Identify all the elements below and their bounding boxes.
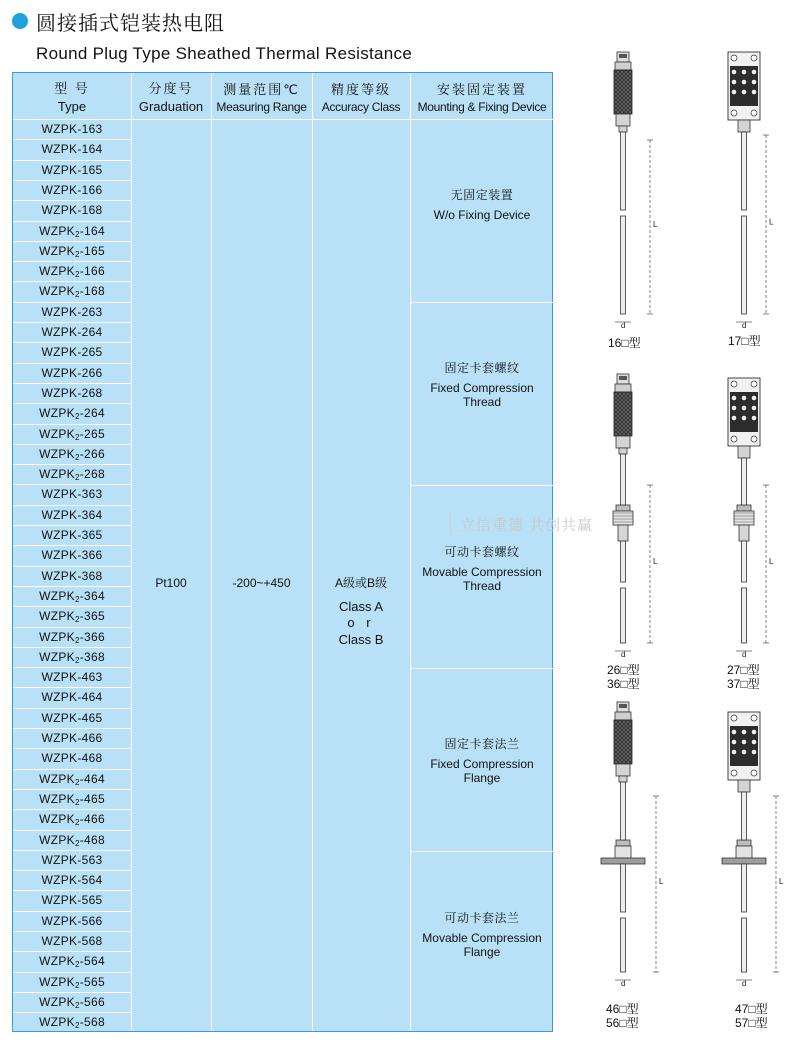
plug-neck xyxy=(616,764,630,776)
mount-1-en1: Fixed Compression xyxy=(430,380,534,395)
head-neck xyxy=(738,120,750,132)
plug-pins xyxy=(619,376,627,380)
model-row: WZPK-363 xyxy=(41,487,103,502)
model-row: $WZPK_2-565$ xyxy=(39,974,105,990)
terminal-screw-icon xyxy=(751,89,756,94)
sheath-tube xyxy=(742,541,747,582)
model-row: WZPK-265 xyxy=(41,345,103,360)
mount-hole-icon xyxy=(731,715,737,721)
col-type-en: Type xyxy=(57,99,87,114)
model-row: WZPK-164 xyxy=(41,142,103,157)
sheath-tube xyxy=(742,864,747,912)
model-row: $WZPK_2-465$ xyxy=(39,791,105,807)
plug-tip xyxy=(619,448,627,454)
sheath-tube xyxy=(742,792,747,840)
terminal-screw-icon xyxy=(751,405,756,410)
model-row: WZPK-566 xyxy=(41,913,103,928)
model-row: WZPK-568 xyxy=(41,934,103,948)
terminal-screw-icon xyxy=(751,69,756,74)
terminal-screw-icon xyxy=(731,415,736,420)
sheath-tube xyxy=(621,541,626,582)
mount-hole-icon xyxy=(731,55,737,61)
mount-2-en1: Movable Compression xyxy=(422,564,542,579)
length-label: L xyxy=(769,217,774,227)
model-row: WZPK-365 xyxy=(41,528,103,542)
sheath-tube xyxy=(621,132,626,210)
model-row: $WZPK_2-266$ xyxy=(39,446,105,462)
plug-tip xyxy=(619,126,627,132)
model-row: WZPK-466 xyxy=(41,731,103,745)
model-row: WZPK-166 xyxy=(41,182,103,197)
diameter-label: d xyxy=(621,321,626,330)
mount-3-cn: 固定卡套法兰 xyxy=(444,737,520,751)
mount-3-en2: Flange xyxy=(463,770,501,785)
sheath-tube xyxy=(621,454,626,505)
terminal-screw-icon xyxy=(741,79,746,84)
sheath-tube xyxy=(742,132,747,210)
drawing-47 xyxy=(722,712,784,988)
plug-knurled-body xyxy=(614,392,632,436)
model-row: $WZPK_2-268$ xyxy=(39,467,105,483)
model-row: WZPK-563 xyxy=(41,852,103,867)
terminal-screw-icon xyxy=(741,69,746,74)
sheath-tube-lower xyxy=(621,216,626,314)
flange-plate xyxy=(601,858,645,864)
terminal-screw-icon xyxy=(751,415,756,420)
diameter-label: d xyxy=(742,979,747,988)
terminal-screw-icon xyxy=(731,79,736,84)
plug-neck xyxy=(616,114,630,126)
mount-hole-icon xyxy=(731,110,737,116)
sheath-tube-lower xyxy=(742,588,747,643)
sheath-tube-lower xyxy=(742,918,747,972)
terminal-screw-icon xyxy=(731,739,736,744)
sheath-tube-lower xyxy=(621,918,626,972)
threaded-stem xyxy=(618,525,628,541)
mount-hole-icon xyxy=(751,436,757,442)
model-row: WZPK-564 xyxy=(41,873,103,888)
model-row: $WZPK_2-466$ xyxy=(39,812,105,828)
terminal-screw-icon xyxy=(751,395,756,400)
col-type-cn: 型 号 xyxy=(54,81,90,96)
col-mounting-en: Mounting & Fixing Device xyxy=(417,99,547,114)
sheath-tube-lower xyxy=(621,588,626,643)
model-row: $WZPK_2-365$ xyxy=(39,609,105,625)
model-row: $WZPK_2-168$ xyxy=(39,284,105,300)
threaded-stem xyxy=(739,525,749,541)
compression-nut xyxy=(737,840,751,846)
model-row: WZPK-364 xyxy=(41,507,103,522)
accuracy-class-a: Class A xyxy=(338,599,384,614)
mount-2-cn: 可动卡套螺纹 xyxy=(444,545,520,559)
accuracy-class-b: Class B xyxy=(338,631,384,647)
model-row: WZPK-168 xyxy=(41,203,103,218)
terminal-screw-icon xyxy=(731,749,736,754)
range-value: -200~+450 xyxy=(232,576,291,590)
accuracy-or: o r xyxy=(347,615,375,631)
model-row: $WZPK_2-264$ xyxy=(39,406,105,422)
plug-collar xyxy=(615,62,631,70)
terminal-screw-icon xyxy=(751,739,756,744)
model-row: WZPK-264 xyxy=(41,325,103,339)
mount-hole-icon xyxy=(731,770,737,776)
terminal-screw-icon xyxy=(741,729,746,734)
sheath-tube xyxy=(621,782,626,840)
graduation-value: Pt100 xyxy=(155,576,187,590)
caption-17: 17□型 xyxy=(728,334,761,348)
mount-hole-icon xyxy=(751,55,757,61)
plug-collar xyxy=(615,384,631,392)
mount-4-en2: Flange xyxy=(463,944,501,959)
mount-hole-icon xyxy=(731,381,737,387)
model-row: WZPK-463 xyxy=(41,670,103,685)
col-range-cn: 测量范围℃ xyxy=(223,81,300,97)
model-row: $WZPK_2-364$ xyxy=(39,588,105,604)
model-row: $WZPK_2-568$ xyxy=(39,1015,105,1031)
length-label: L xyxy=(659,877,664,886)
mount-4-cn: 可动卡套法兰 xyxy=(444,911,520,925)
plug-pins xyxy=(619,54,627,58)
caption-37: 37□型 xyxy=(727,677,760,691)
terminal-screw-icon xyxy=(741,395,746,400)
model-row: $WZPK_2-366$ xyxy=(39,629,105,645)
sheath-tube-lower xyxy=(742,216,747,314)
mount-hole-icon xyxy=(751,715,757,721)
model-row: $WZPK_2-464$ xyxy=(39,771,105,787)
compression-nut xyxy=(616,505,630,511)
drawing-46 xyxy=(601,702,664,988)
diameter-label: d xyxy=(742,321,747,330)
mount-hole-icon xyxy=(751,770,757,776)
mount-4-en1: Movable Compression xyxy=(422,930,542,945)
length-label: L xyxy=(653,220,658,229)
model-row: $WZPK_2-165$ xyxy=(39,243,105,259)
caption-36: 36□型 xyxy=(607,677,640,691)
model-row: $WZPK_2-468$ xyxy=(39,832,105,848)
model-row: $WZPK_2-164$ xyxy=(39,223,105,239)
accuracy-cn: A级或B级 xyxy=(334,576,387,590)
terminal-screw-icon xyxy=(731,729,736,734)
diameter-label: d xyxy=(742,650,747,659)
compression-nut xyxy=(737,505,751,511)
mount-1-en2: Thread xyxy=(462,394,502,409)
terminal-screw-icon xyxy=(751,749,756,754)
drawing-26 xyxy=(613,374,658,659)
model-row: $WZPK_2-368$ xyxy=(39,649,105,665)
terminal-screw-icon xyxy=(741,405,746,410)
caption-26: 26□型 xyxy=(607,663,640,677)
terminal-screw-icon xyxy=(741,89,746,94)
model-row: WZPK-165 xyxy=(41,162,103,177)
terminal-screw-icon xyxy=(731,395,736,400)
terminal-screw-icon xyxy=(751,729,756,734)
mount-hole-icon xyxy=(751,110,757,116)
mount-0-cn: 无固定装置 xyxy=(450,188,514,202)
mount-hole-icon xyxy=(731,436,737,442)
caption-46: 46□型 xyxy=(606,1002,639,1016)
caption-57: 57□型 xyxy=(735,1016,768,1030)
model-row: WZPK-268 xyxy=(41,385,103,400)
model-row: WZPK-266 xyxy=(41,365,103,380)
mount-3-en1: Fixed Compression xyxy=(430,756,534,771)
col-accuracy-en: Accuracy Class xyxy=(321,99,401,114)
model-row: $WZPK_2-166$ xyxy=(39,264,105,280)
model-row: WZPK-263 xyxy=(41,304,103,319)
mount-0-en: W/o Fixing Device xyxy=(433,207,531,222)
model-row: $WZPK_2-564$ xyxy=(39,954,105,970)
watermark: 立信重德 共创共赢 xyxy=(460,517,594,534)
sheath-tube xyxy=(621,864,626,912)
model-row: WZPK-366 xyxy=(41,548,103,563)
plug-pins xyxy=(619,704,627,708)
hex-fitting xyxy=(615,846,631,858)
hex-fitting xyxy=(736,846,752,858)
model-row: WZPK-368 xyxy=(41,568,103,583)
title-en: Round Plug Type Sheathed Thermal Resistance xyxy=(36,44,413,63)
terminal-screw-icon xyxy=(741,415,746,420)
head-neck xyxy=(738,780,750,792)
diameter-label: d xyxy=(621,979,626,988)
model-row: WZPK-464 xyxy=(41,690,103,705)
plug-knurled-body xyxy=(614,70,632,114)
model-row: WZPK-468 xyxy=(41,751,103,766)
terminal-screw-icon xyxy=(741,739,746,744)
title-cn: 圆接插式铠装热电阻 xyxy=(36,12,225,35)
col-graduation-cn: 分度号 xyxy=(148,81,194,96)
length-label: L xyxy=(769,557,774,566)
model-row: WZPK-565 xyxy=(41,893,103,908)
diameter-label: d xyxy=(621,650,626,659)
drawing-27 xyxy=(728,378,774,659)
model-row: $WZPK_2-265$ xyxy=(39,426,105,442)
head-neck xyxy=(738,446,750,458)
caption-27: 27□型 xyxy=(727,663,760,677)
caption-16: 16□型 xyxy=(608,336,641,350)
plug-tip xyxy=(619,776,627,782)
terminal-screw-icon xyxy=(731,69,736,74)
col-mounting-cn: 安装固定装置 xyxy=(436,81,527,97)
length-label: L xyxy=(653,557,658,566)
model-row: $WZPK_2-566$ xyxy=(39,994,105,1010)
col-graduation-en: Graduation xyxy=(138,99,204,114)
plug-knurled-body xyxy=(614,720,632,764)
terminal-screw-icon xyxy=(741,749,746,754)
plug-collar xyxy=(615,712,631,720)
mount-hole-icon xyxy=(751,381,757,387)
drawing-17 xyxy=(728,52,774,330)
terminal-screw-icon xyxy=(731,405,736,410)
terminal-screw-icon xyxy=(731,89,736,94)
model-row: WZPK-465 xyxy=(41,710,103,725)
model-row: WZPK-163 xyxy=(41,122,103,136)
terminal-screw-icon xyxy=(751,79,756,84)
flange-plate xyxy=(722,858,766,864)
col-range-en: Measuring Range xyxy=(216,99,307,114)
drawing-16 xyxy=(614,52,658,330)
caption-56: 56□型 xyxy=(606,1016,639,1030)
sheath-tube xyxy=(742,458,747,505)
caption-47: 47□型 xyxy=(735,1002,768,1016)
col-accuracy-cn: 精度等级 xyxy=(330,81,391,97)
length-label: L xyxy=(779,877,784,886)
plug-neck xyxy=(616,436,630,448)
mount-2-en2: Thread xyxy=(462,578,502,593)
mount-1-cn: 固定卡套螺纹 xyxy=(444,361,520,375)
compression-nut xyxy=(616,840,630,846)
